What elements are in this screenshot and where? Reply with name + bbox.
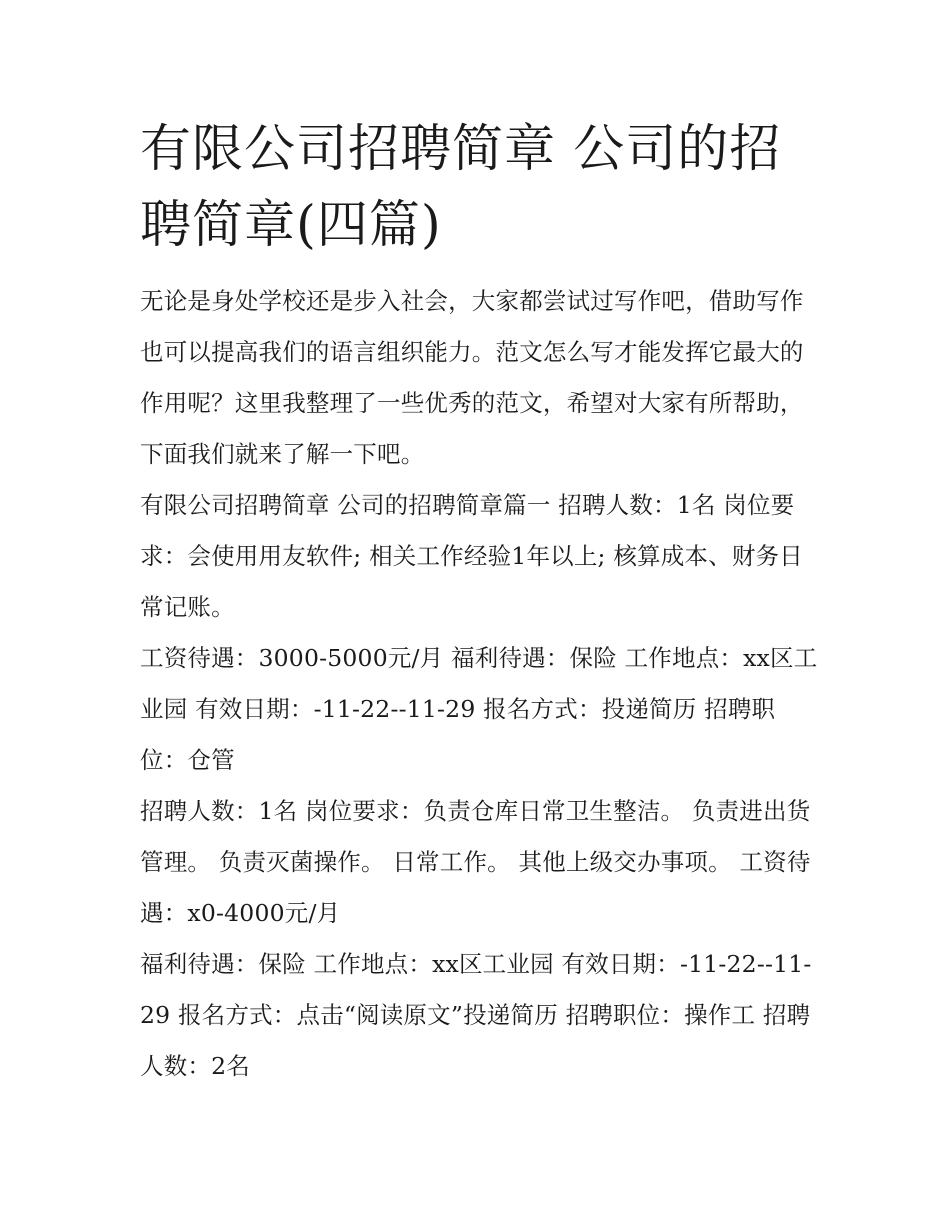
paragraph-job-2: 招聘人数：1名 岗位要求：负责仓库日常卫生整洁。 负责进出货管理。 负责灭菌操作。 日常工作。 其他上级交办事项。 工资待遇：x0-4000元/月 [140, 797, 811, 927]
paragraph-salary-1: 工资待遇：3000-5000元/月 福利待遇：保险 工作地点：xx区工业园 有效日期：-11-22--11-29 报名方式：投递简历 招聘职位：仓管 [140, 644, 818, 774]
paragraph-benefits-2: 福利待遇：保险 工作地点：xx区工业园 有效日期：-11-22--11-29 报名方式：点击“阅读原文”投递简历 招聘职位：操作工 招聘人数：2名 [140, 950, 812, 1080]
document-page [140, 112, 820, 1092]
document-body [140, 276, 820, 1092]
document-title: 有限公司招聘简章 公司的招聘简章(四篇) [140, 120, 782, 255]
paragraph-job-1: 有限公司招聘简章 公司的招聘简章篇一 招聘人数：1名 岗位要求：会使用用友软件; 相关工作经验1年以上; 核算成本、财务日常记账。 [140, 491, 803, 621]
paragraph-intro: 无论是身处学校还是步入社会，大家都尝试过写作吧，借助写作也可以提高我们的语言组织能力。范文怎么写才能发挥它最大的作用呢？这里我整理了一些优秀的范文，希望对大家有所帮助，下面我们就来了解一下吧。 [140, 287, 804, 468]
